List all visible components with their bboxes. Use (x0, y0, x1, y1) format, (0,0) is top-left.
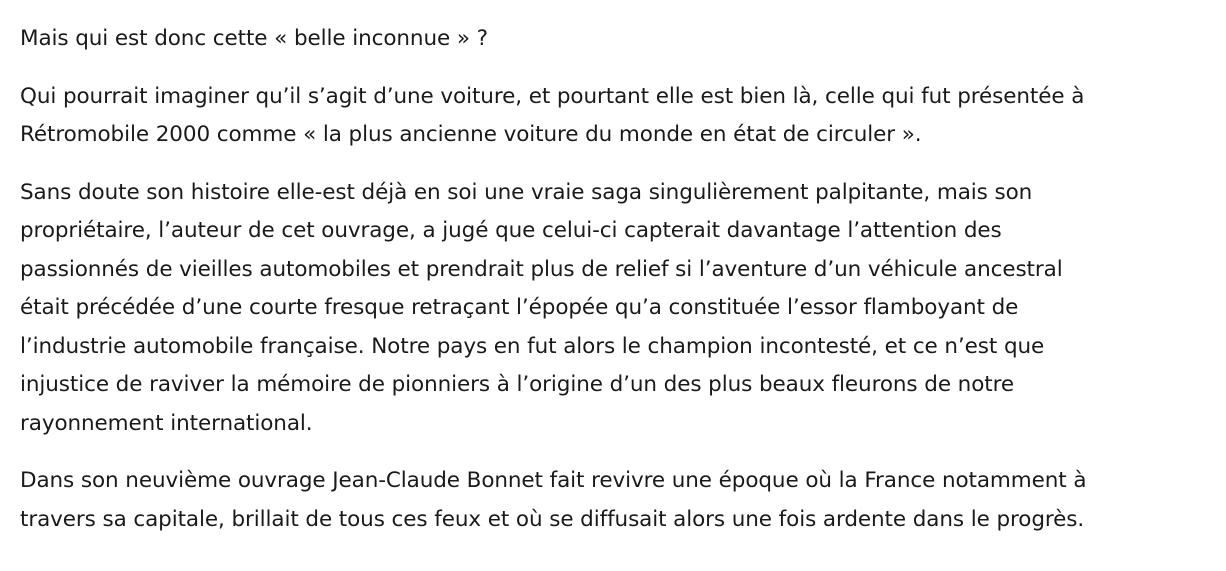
paragraph-history: Sans doute son histoire elle-est déjà en soi une vraie saga singulièrement palpitante, mais son propriétaire, l’auteur de cet ouvrage, a jugé que celui-ci capterait davantage l’attention des passionnés de vieilles automobiles et prendrait plus de relief si l’aventure d’un véhicule ancestral était précédée d’une courte fresque retraçant l’épopée qu’a constituée l’essor flamboyant de l’industrie automobile française. Notre pays en fut alors le champion incontesté, et ce n’est que injustice de raviver la mémoire de pionniers à l’origine d’un des plus beaux fleurons de notre rayonnement international. (20, 179, 1063, 436)
document-body (20, 20, 1210, 558)
paragraph-question: Mais qui est donc cette « belle inconnue » ? (20, 26, 488, 51)
paragraph-intro: Qui pourrait imaginer qu’il s’agit d’une voiture, et pourtant elle est bien là, celle qui fut présentée à Rétromobile 2000 comme « la plus ancienne voiture du monde en état de circuler ». (20, 83, 1085, 147)
paragraph-author: Dans son neuvième ouvrage Jean-Claude Bonnet fait revivre une époque où la France notamment à travers sa capitale, brillait de tous ces feux et où se diffusait alors une fois ardente dans le progrès. (20, 468, 1087, 532)
